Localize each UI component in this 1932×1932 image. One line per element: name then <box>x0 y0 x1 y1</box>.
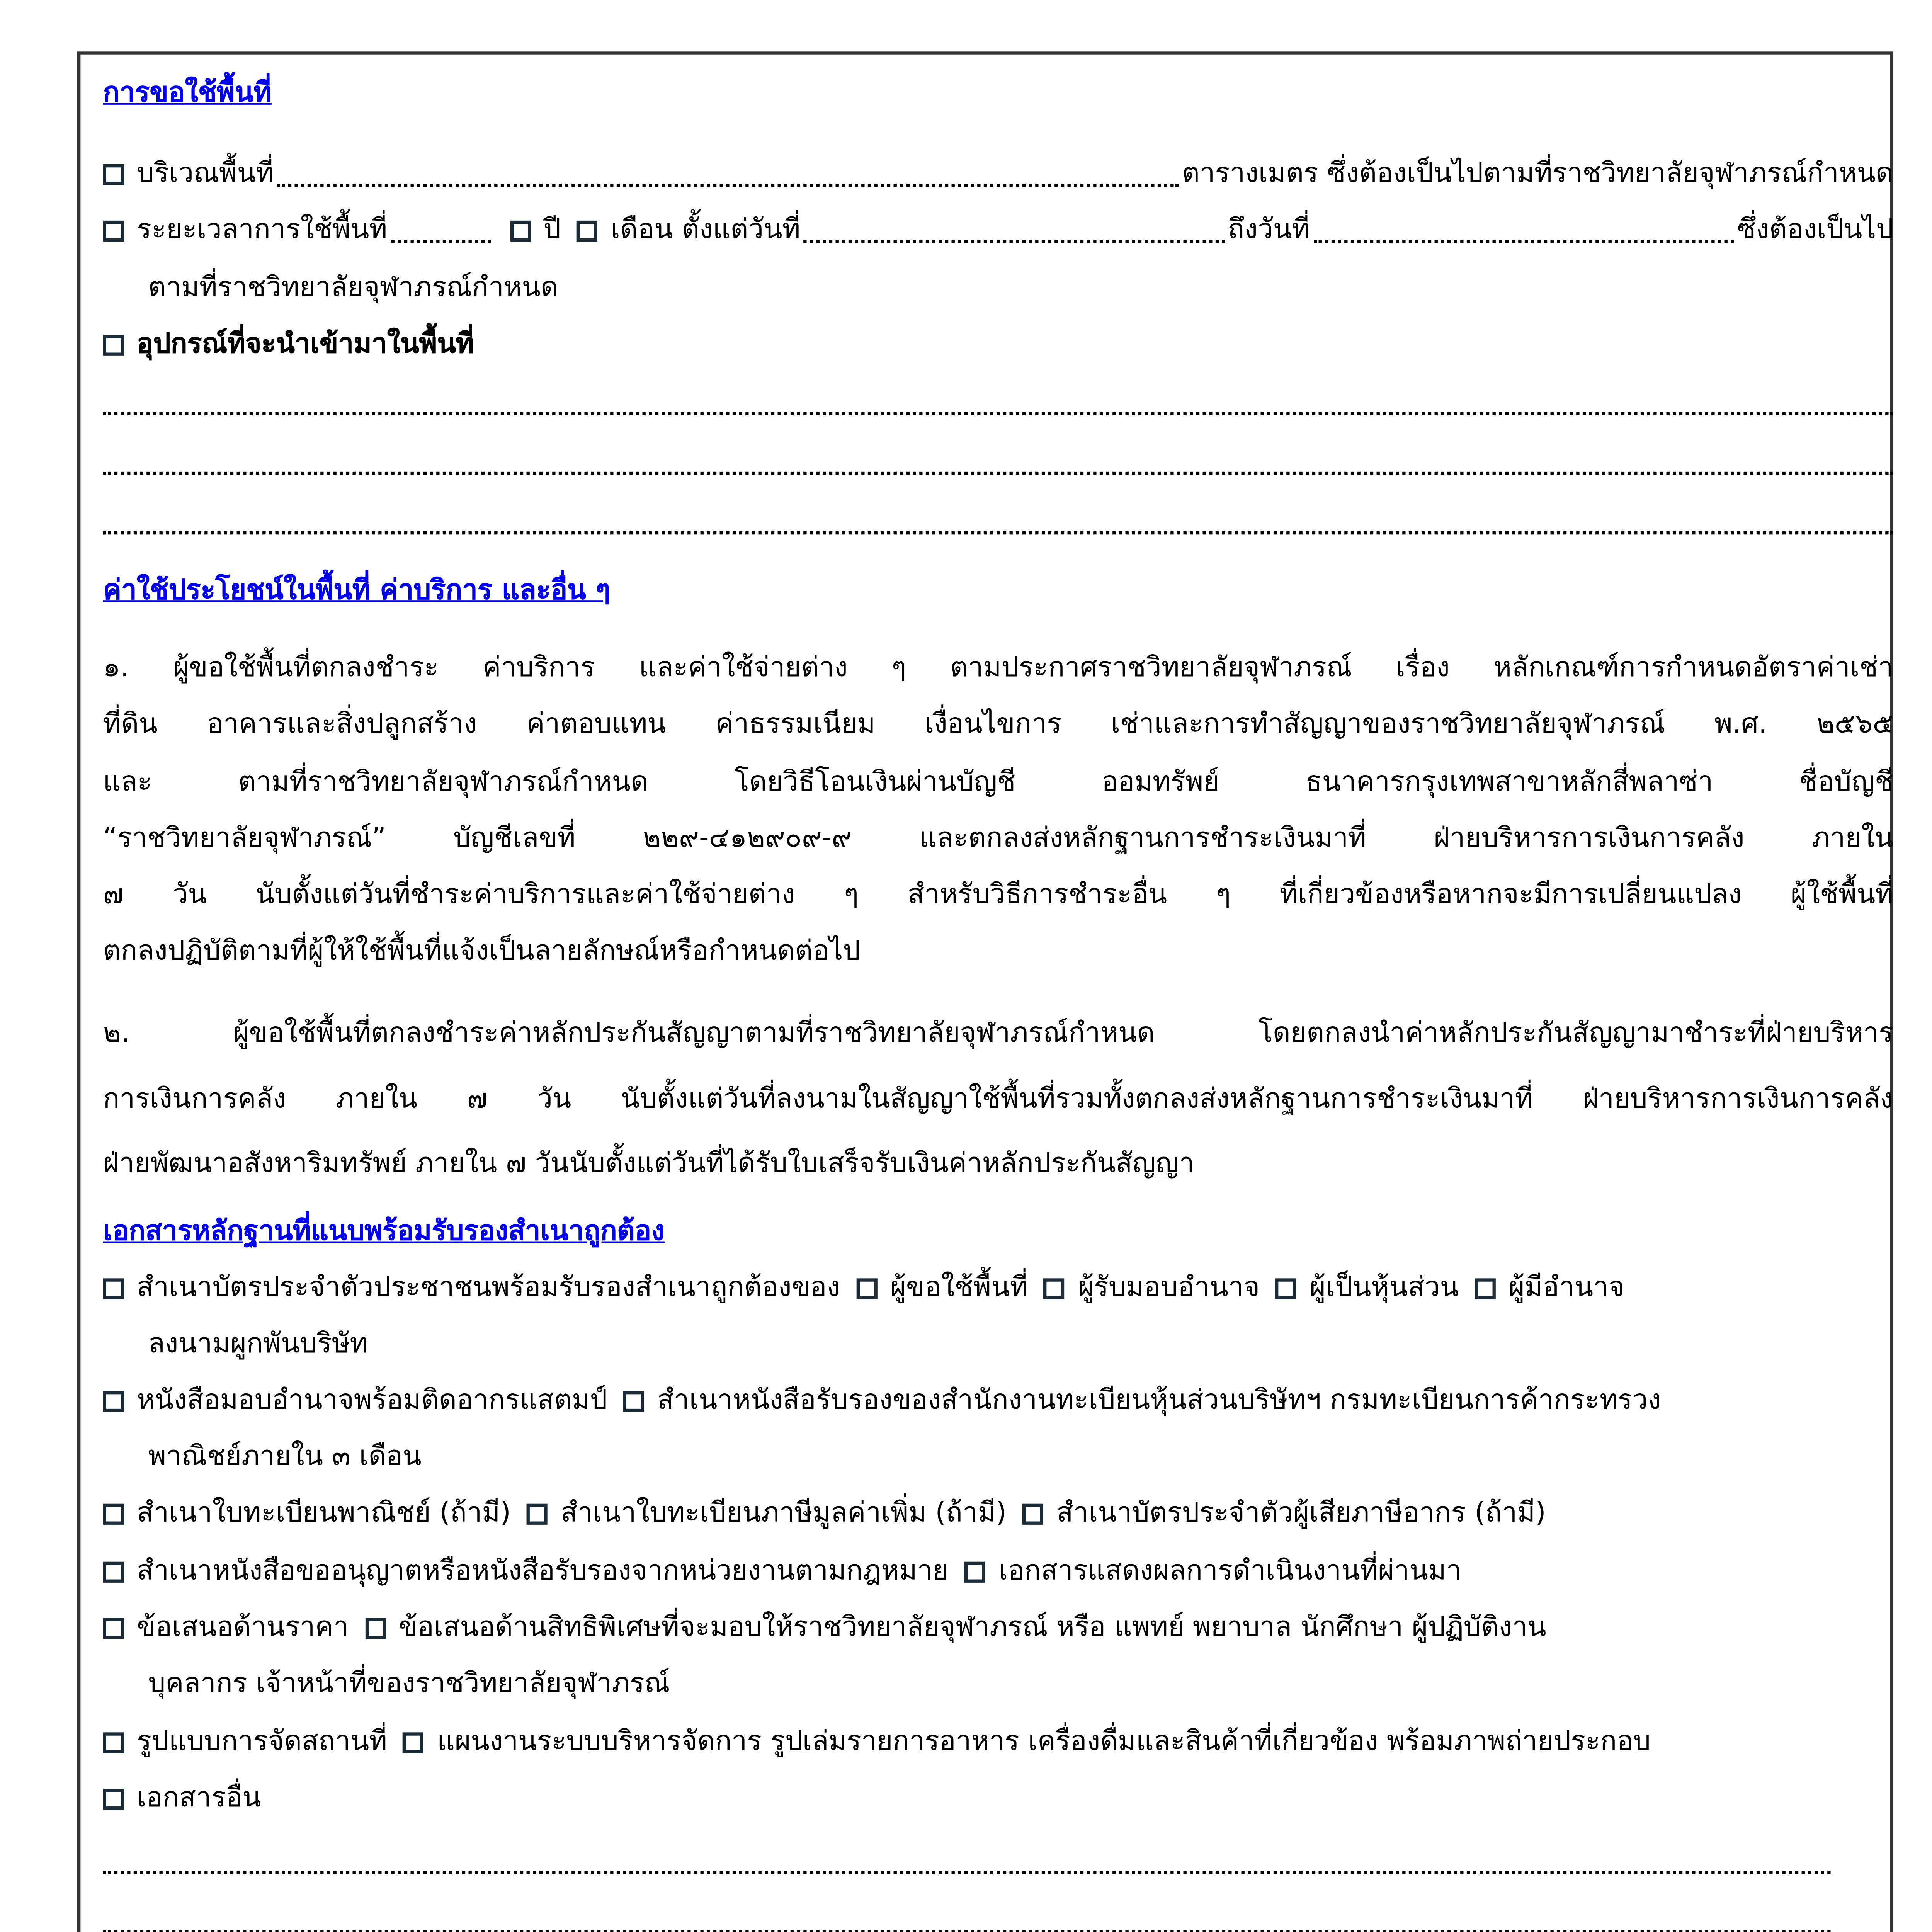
id-partner-checkbox[interactable] <box>1276 1277 1297 1298</box>
heading-text: การขอใช้พื้นที่ <box>103 77 272 110</box>
plan-label: แผนงานระบบบริหารจัดการ รูปเล่มรายการอาหาร เครื่องดื่มและสินค้าที่เกี่ยวข้อง พร้อมภาพถ่ายประกอบ <box>437 1726 1651 1759</box>
price-offer-label: ข้อเสนอด้านราคา <box>137 1611 349 1644</box>
commerce-reg-label: สำเนาใบทะเบียนพาณิชย์ (ถ้ามี) <box>137 1497 511 1530</box>
para1-line: ๑. ผู้ขอใช้พื้นที่ตกลงชำระ ค่าบริการ และค่าใช้จ่ายต่าง ๆ ตามประกาศราชวิทยาลัยจุฬาภรณ์ เรื่อง หลักเกณฑ์การกำหนดอัตราค่าเช่า <box>103 652 1894 684</box>
tax-id-label: สำเนาบัตรประจำตัวผู้เสียภาษีอากร (ถ้ามี) <box>1056 1497 1546 1530</box>
past-performance-checkbox[interactable] <box>965 1561 986 1582</box>
doc-row-layout <box>103 1718 1893 1766</box>
vat-reg-label: สำเนาใบทะเบียนภาษีมูลค่าเพิ่ม (ถ้ามี) <box>561 1497 1007 1530</box>
period-tail: ซึ่งต้องเป็นไป <box>1737 214 1894 247</box>
company-cert-checkbox[interactable] <box>623 1390 644 1411</box>
plan-checkbox[interactable] <box>403 1731 424 1752</box>
other-line-2[interactable] <box>103 1930 1831 1932</box>
para1-line: และ ตามที่ราชวิทยาลัยจุฬาภรณ์กำหนด โดยวิธีโอนเงินผ่านบัญชี ออมทรัพย์ ธนาคารกรุงเทพสาขาหลักสี่พลาซ่า ชื่อบัญชี <box>103 766 1894 799</box>
id-authorized-label: ผู้มีอำนาจ <box>1509 1272 1625 1304</box>
para1-line: ๗ วัน นับตั้งแต่วันที่ชำระค่าบริการและค่าใช้จ่ายต่าง ๆ สำหรับวิธีการชำระอื่น ๆ ที่เกี่ยวข้องหรือหากจะมีการเปลี่ยนแปลง ผู้ใช้พื้นที่ <box>103 879 1894 912</box>
other-line-1[interactable] <box>103 1871 1831 1874</box>
price-offer-checkbox[interactable] <box>103 1617 124 1638</box>
other-label: เอกสารอื่น <box>137 1782 261 1815</box>
month-label: เดือน ตั้งแต่วันที่ <box>611 214 801 247</box>
section-heading-fees <box>103 567 1893 615</box>
poa-checkbox[interactable] <box>103 1390 124 1411</box>
id-applicant-checkbox[interactable] <box>856 1277 877 1298</box>
to-label: ถึงวันที่ <box>1228 214 1310 247</box>
poa-label: หนังสือมอบอำนาจพร้อมติดอากรแสตมป์ <box>137 1384 607 1417</box>
period-label: ระยะเวลาการใช้พื้นที่ <box>137 214 388 247</box>
layout-checkbox[interactable] <box>103 1731 124 1752</box>
id-authorized-checkbox[interactable] <box>1475 1277 1496 1298</box>
doc-row-registrations <box>103 1489 1893 1537</box>
id-proxy-checkbox[interactable] <box>1044 1277 1065 1298</box>
section-heading-documents <box>103 1208 1893 1256</box>
id-partner-label: ผู้เป็นหุ้นส่วน <box>1310 1272 1459 1304</box>
start-date-field[interactable] <box>804 240 1225 243</box>
doc-row-poa <box>103 1377 1893 1425</box>
period-amount-field[interactable] <box>390 240 490 243</box>
id-proxy-label: ผู้รับมอบอำนาจ <box>1078 1272 1260 1304</box>
area-row <box>103 150 1893 198</box>
id-applicant-label: ผู้ขอใช้พื้นที่ <box>890 1272 1028 1304</box>
area-checkbox[interactable] <box>103 163 124 184</box>
doc-row-other <box>103 1774 1893 1823</box>
tax-id-checkbox[interactable] <box>1023 1503 1044 1524</box>
doc-row-license <box>103 1547 1893 1595</box>
privilege-offer-label: ข้อเสนอด้านสิทธิพิเศษที่จะมอบให้ราชวิทยาลัยจุฬาภรณ์ หรือ แพทย์ พยาบาล นักศึกษา ผู้ปฏิบัติงาน <box>398 1611 1546 1644</box>
section-heading-space-request <box>103 69 1893 117</box>
equipment-line-2[interactable] <box>103 472 1893 475</box>
equipment-label: อุปกรณ์ที่จะนำเข้ามาในพื้นที่ <box>137 328 474 361</box>
para2-line: ฝ่ายพัฒนาอสังหาริมทรัพย์ ภายใน ๗ วันนับตั้งแต่วันที่ได้รับใบเสร็จรับเงินค่าหลักประกันสัญญา <box>103 1148 1194 1180</box>
layout-label: รูปแบบการจัดสถานที่ <box>137 1726 388 1759</box>
month-checkbox[interactable] <box>577 220 598 241</box>
equipment-checkbox[interactable] <box>103 334 124 355</box>
doc-row-id <box>103 1264 1893 1312</box>
year-checkbox[interactable] <box>510 220 531 241</box>
vat-reg-checkbox[interactable] <box>527 1503 548 1524</box>
para1-line: “ราชวิทยาลัยจุฬาภรณ์” บัญชีเลขที่ ๒๒๙-๔๑๒๙๐๙-๙ และตกลงส่งหลักฐานการชำระเงินมาที่ ฝ่ายบริหารการเงินการคลัง ภายใน <box>103 823 1894 855</box>
past-performance-label: เอกสารแสดงผลการดำเนินงานที่ผ่านมา <box>998 1555 1462 1588</box>
area-unit: ตารางเมตร ซึ่งต้องเป็นไปตามที่ราชวิทยาลัยจุฬาภรณ์กำหนด <box>1182 158 1894 190</box>
period-continuation <box>148 264 1893 312</box>
period-row <box>103 206 1893 254</box>
company-cert-label: สำเนาหนังสือรับรองของสำนักงานทะเบียนหุ้นส่วนบริษัทฯ กรมทะเบียนการค้ากระทรวง <box>657 1384 1662 1417</box>
license-checkbox[interactable] <box>103 1561 124 1582</box>
other-checkbox[interactable] <box>103 1788 124 1809</box>
para1-line: ตกลงปฏิบัติตามที่ผู้ให้ใช้พื้นที่แจ้งเป็นลายลักษณ์หรือกำหนดต่อไป <box>103 935 861 968</box>
id-copy-label: สำเนาบัตรประจำตัวประชาชนพร้อมรับรองสำเนาถูกต้องของ <box>137 1272 840 1304</box>
doc-row-cont: บุคลากร เจ้าหน้าที่ของราชวิทยาลัยจุฬาภรณ์ <box>148 1668 670 1701</box>
heading-text: เอกสารหลักฐานที่แนบพร้อมรับรองสำเนาถูกต้อง <box>103 1215 665 1248</box>
para2-line: การเงินการคลัง ภายใน ๗ วัน นับตั้งแต่วันที่ลงนามในสัญญาใช้พื้นที่รวมทั้งตกลงส่งหลักฐานการชำระเงินมาที่ ฝ่ายบริหารการเงินการคลัง <box>103 1083 1894 1116</box>
license-label: สำเนาหนังสือขออนุญาตหรือหนังสือรับรองจากหน่วยงานตามกฎหมาย <box>137 1555 949 1588</box>
commerce-reg-checkbox[interactable] <box>103 1503 124 1524</box>
equipment-row <box>103 320 1893 369</box>
equipment-line-3[interactable] <box>103 531 1893 534</box>
id-copy-checkbox[interactable] <box>103 1277 124 1298</box>
doc-row-cont: พาณิชย์ภายใน ๓ เดือน <box>148 1441 422 1473</box>
para1-line: ที่ดิน อาคารและสิ่งปลูกสร้าง ค่าตอบแทน ค่าธรรมเนียม เงื่อนไขการ เช่าและการทำสัญญาของราชวิทยาลัยจุฬาภรณ์ พ.ศ. ๒๕๖๕ <box>103 708 1894 741</box>
equipment-line-1[interactable] <box>103 412 1893 415</box>
area-label: บริเวณพื้นที่ <box>137 158 274 190</box>
area-field[interactable] <box>277 184 1179 187</box>
period-checkbox[interactable] <box>103 220 124 241</box>
year-label: ปี <box>543 214 561 247</box>
doc-row-cont: ลงนามผูกพันบริษัท <box>148 1328 368 1361</box>
period-cont-text: ตามที่ราชวิทยาลัยจุฬาภรณ์กำหนด <box>148 272 558 304</box>
doc-row-offers <box>103 1604 1893 1652</box>
privilege-offer-checkbox[interactable] <box>365 1617 386 1638</box>
heading-text: ค่าใช้ประโยชน์ในพื้นที่ ค่าบริการ และอื่น ๆ <box>103 575 611 607</box>
para2-line: ๒. ผู้ขอใช้พื้นที่ตกลงชำระค่าหลักประกันสัญญาตามที่ราชวิทยาลัยจุฬาภรณ์กำหนด โดยตกลงนำค่าหลักประกันสัญญามาชำระที่ฝ่ายบริหาร <box>103 1017 1894 1050</box>
end-date-field[interactable] <box>1313 240 1734 243</box>
